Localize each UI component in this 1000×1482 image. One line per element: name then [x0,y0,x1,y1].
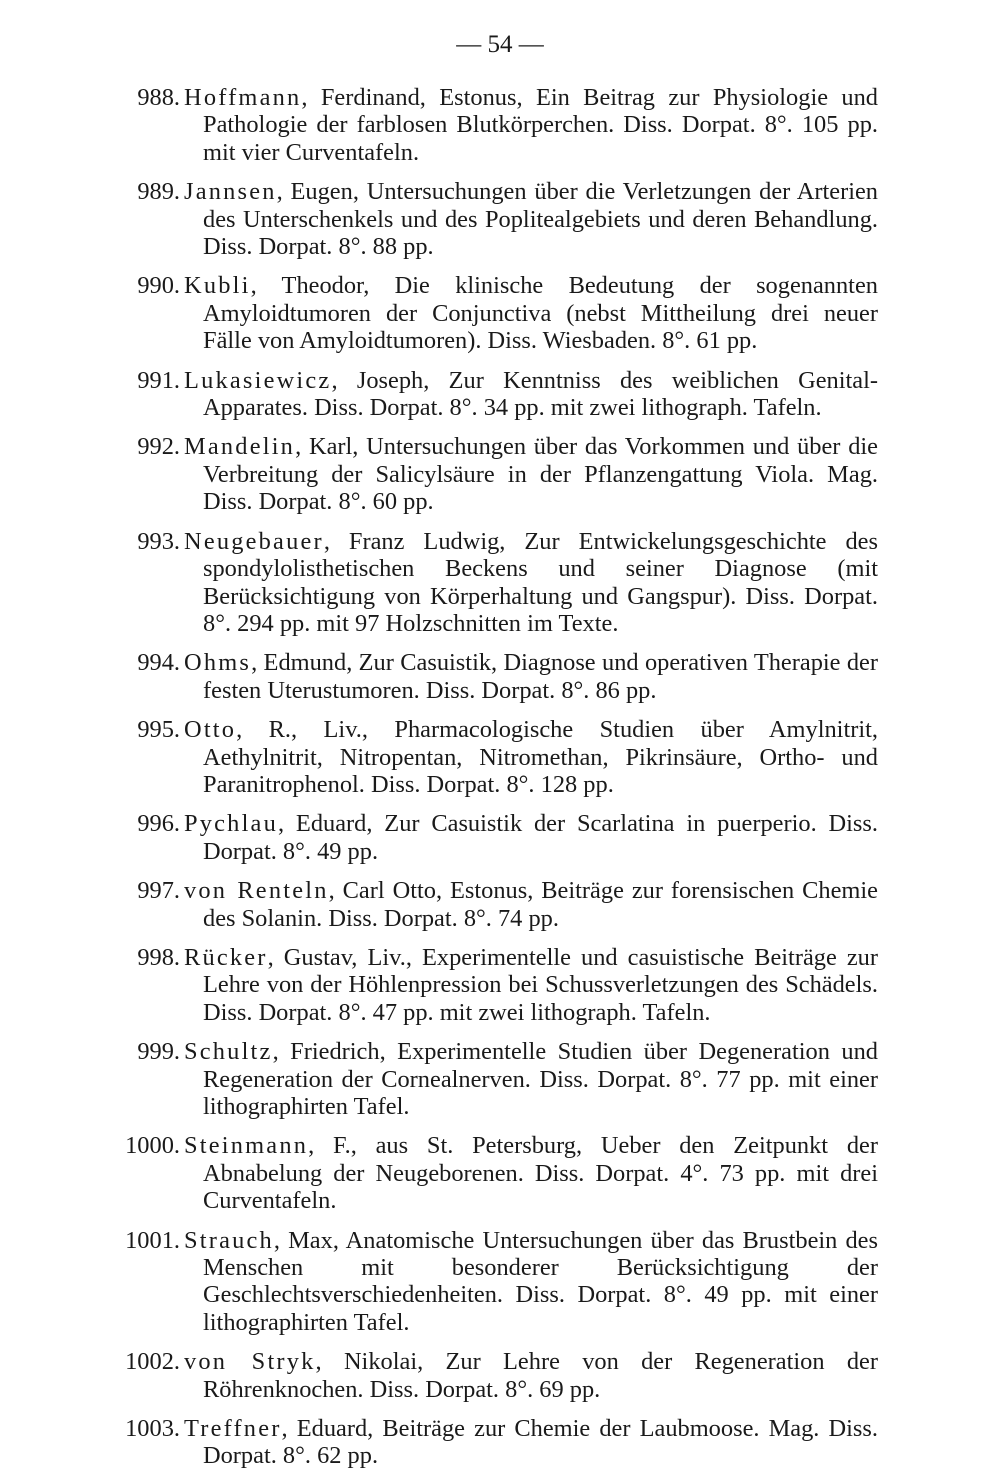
entry-number: 994. [137,649,180,677]
entry-author: Steinmann [184,1132,309,1160]
entry-author: Rücker [184,943,268,971]
entry-details: , Carl Otto, Estonus, Beiträge zur forensischen Chemie des Solanin. Diss. Dorpat. 8°. 74 pp. [203,877,879,932]
entry-number: 989. [137,178,180,206]
page-number: — 54 — [456,31,544,58]
entry-details: , Gustav, Liv., Experimentelle und casuistische Beiträge zur Lehre von der Höhlenpression bei Schussverletzungen des Schädels. Diss. Dorpat. 8°. 47 pp. mit zwei lithograph. Tafeln. [203,943,878,1026]
entry-author: Schultz [184,1038,273,1066]
bibliography-entry [0,1227,878,1337]
bibliography-entry [0,433,878,515]
entry-number: 1003. [125,1415,180,1443]
entry-details: , Ferdinand, Estonus, Ein Beitrag zur Physiologie und Pathologie der farblosen Blutkörperchen. Diss. Dorpat. 8°. 105 pp. mit vier Curventafeln. [203,84,878,166]
bibliography-entry [0,1038,878,1120]
entry-details: , Eduard, Beiträge zur Chemie der Laubmoose. Mag. Diss. Dorpat. 8°. 62 pp. [203,1415,878,1470]
entry-details: , Eduard, Zur Casuistik der Scarlatina in puerperio. Diss. Dorpat. 8°. 49 pp. [203,810,878,865]
entry-author: Lukasiewicz [184,366,332,394]
entry-details: , R., Liv., Pharmacologische Studien über Amylnitrit, Aethylnitrit, Nitropentan, Nitromethan, Pikrinsäure, Ortho- und Paranitrophenol. Diss. Dorpat. 8°. 128 pp. [203,716,878,798]
entry-number: 1000. [125,1132,180,1160]
entry-number: 998. [137,943,180,971]
entry-number: 1002. [125,1348,180,1376]
bibliography-list [0,84,1000,1482]
entry-details: , Theodor, Die klinische Bedeutung der sogenannten Amyloidtumoren der Conjunctiva (nebst Mittheilung drei neuer Fälle von Amyloidtumoren). Diss. Wiesbaden. 8°. 61 pp. [203,272,878,355]
entry-text [184,810,878,865]
entry-number: 990. [137,272,180,300]
entry-text [184,943,878,1026]
entry-text [184,178,878,261]
entry-author: von Renteln [184,877,329,905]
entry-text [184,1038,878,1120]
entry-number: 1001. [125,1226,180,1254]
entry-author: Jannsen [184,178,277,206]
entry-author: Treffner [184,1415,282,1443]
bibliography-entry [0,944,878,1026]
entry-text [184,877,879,932]
entry-author: Strauch [184,1226,274,1254]
entry-text [184,1415,878,1470]
entry-details: , Max, Anatomische Untersuchungen über das Brustbein des Menschen mit besonderer Berücksichtigung der Geschlechtsverschiedenheiten. Diss. Dorpat. 8°. 49 pp. mit einer lithographirten Tafel. [203,1226,878,1336]
bibliography-entry [0,272,878,354]
bibliography-entry [0,649,878,704]
entry-text [184,527,878,638]
entry-author: Kubli [184,272,251,300]
bibliography-entry [0,367,878,422]
bibliography-entry [0,716,878,798]
entry-number: 996. [137,810,180,838]
entry-number: 999. [137,1038,180,1066]
bibliography-entry [0,528,878,638]
entry-details: , Karl, Untersuchungen über das Vorkommen und über die Verbreitung der Salicylsäure in der Pflanzengattung Viola. Mag. Diss. Dorpat. 8°. 60 pp. [203,433,878,516]
entry-author: Otto [184,716,237,744]
bibliography-entry [0,1415,878,1470]
entry-text [184,272,878,355]
entry-number: 995. [137,716,180,744]
entry-details: , F., aus St. Petersburg, Ueber den Zeitpunkt der Abnabelung der Neugeborenen. Diss. Dorpat. 4°. 73 pp. mit drei Curventafeln. [203,1132,878,1215]
entry-details: , Edmund, Zur Casuistik, Diagnose und operativen Therapie der festen Uterustumoren. Diss. Dorpat. 8°. 86 pp. [203,649,878,704]
entry-text [184,366,878,422]
entry-text [184,716,878,798]
entry-details: , Franz Ludwig, Zur Entwickelungsgeschichte des spondylolisthetischen Beckens und seiner Diagnose (mit Berücksichtigung von Körperhaltung und Gangspur). Diss. Dorpat. 8°. 294 pp. mit 97 Holzschnitten im Texte. [203,527,878,637]
entry-text [184,1348,878,1403]
entry-details: , Nikolai, Zur Lehre von der Regeneration der Röhrenknochen. Diss. Dorpat. 8°. 69 pp. [203,1348,878,1403]
entry-text [184,649,878,704]
entry-details: , Friedrich, Experimentelle Studien über Degeneration und Regeneration der Cornealnerven. Diss. Dorpat. 8°. 77 pp. mit einer lithographirten Tafel. [203,1038,878,1120]
bibliography-entry [0,1348,878,1403]
bibliography-entry [0,1132,878,1214]
entry-author: Hoffmann [184,84,302,111]
entry-author: Neugebauer [184,527,324,555]
entry-number: 992. [137,433,180,461]
entry-number: 988. [137,84,180,111]
entry-details: , Eugen, Untersuchungen über die Verletzungen der Arterien des Unterschenkels und des Poplitealgebiets und deren Behandlung. Diss. Dorpat. 8°. 88 pp. [203,178,878,261]
entry-author: Mandelin [184,433,296,461]
bibliography-entry [0,178,878,260]
bibliography-entry [0,877,878,932]
entry-text [184,433,878,516]
entry-number: 997. [137,877,180,905]
entry-author: von Stryk [184,1348,316,1376]
entry-author: Pychlau [184,810,278,838]
entry-author: Ohms [184,649,252,677]
entry-text [184,1132,878,1215]
bibliography-entry [0,84,878,166]
entry-text [184,1226,878,1337]
entry-details: , Joseph, Zur Kenntniss des weiblichen Genital-Apparates. Diss. Dorpat. 8°. 34 pp. mit zwei lithograph. Tafeln. [203,366,878,422]
entry-number: 993. [137,527,180,555]
entry-number: 991. [137,366,180,394]
bibliography-entry [0,810,878,865]
entry-text [184,84,878,166]
